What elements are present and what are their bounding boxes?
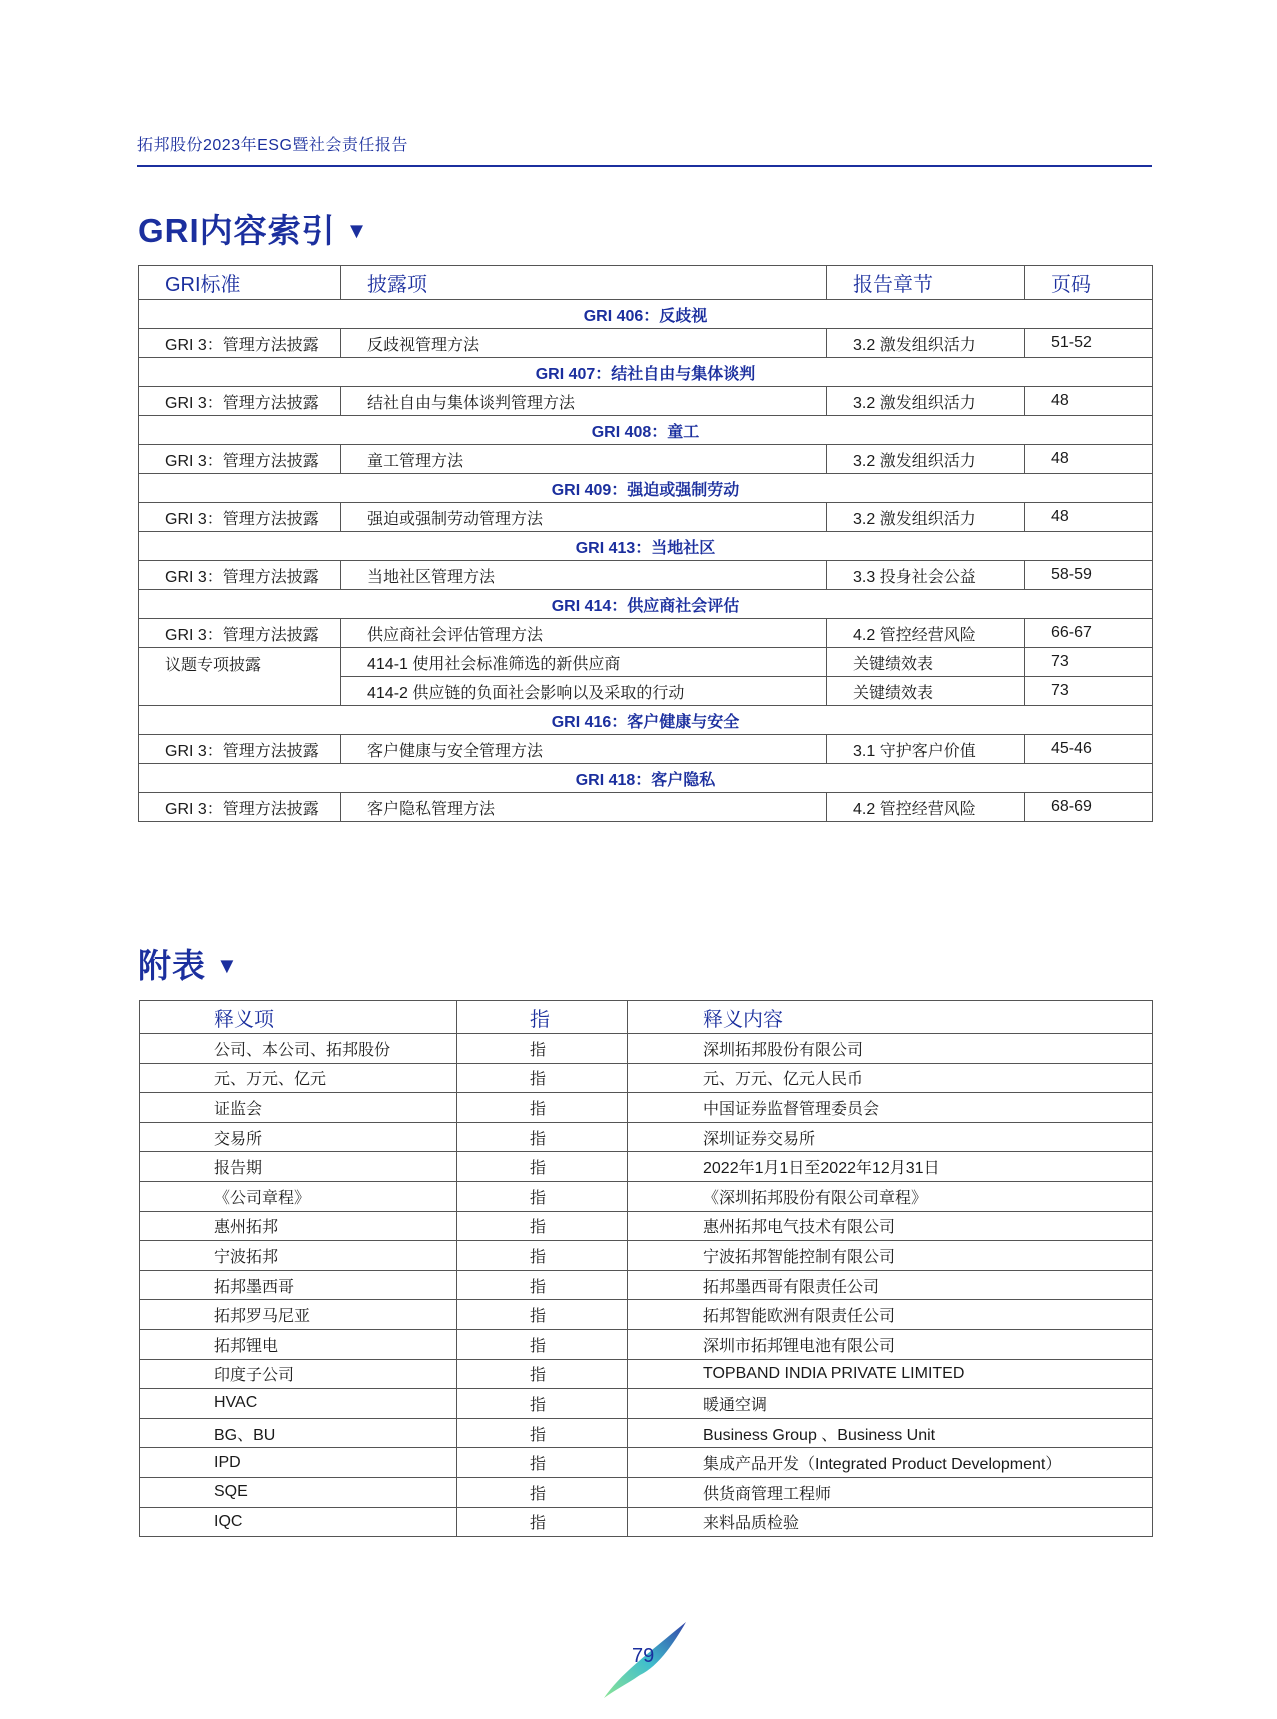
table-row <box>139 387 1153 416</box>
section-heading: GRI 408：童工 <box>139 416 1153 445</box>
refers-cell: 指 <box>457 1418 628 1448</box>
gri-standard-cell: GRI 3：管理方法披露 <box>139 329 341 358</box>
column-header-page: 页码 <box>1025 266 1153 300</box>
page-cell: 73 <box>1025 648 1153 677</box>
refers-cell: 指 <box>457 1329 628 1359</box>
table-row <box>139 503 1153 532</box>
section-row <box>139 300 1153 329</box>
table-row <box>140 1477 1153 1507</box>
gri-standard-cell: GRI 3：管理方法披露 <box>139 619 341 648</box>
refers-cell: 指 <box>457 1389 628 1419</box>
section-heading: GRI 414：供应商社会评估 <box>139 590 1153 619</box>
table-row <box>140 1063 1153 1093</box>
definition-cell: 拓邦智能欧洲有限责任公司 <box>628 1300 1153 1330</box>
chapter-cell: 4.2 管控经营风险 <box>827 793 1025 822</box>
report-header-title: 拓邦股份2023年ESG暨社会责任报告 <box>137 137 408 154</box>
refers-cell: 指 <box>457 1181 628 1211</box>
definition-cell: 来料品质检验 <box>628 1507 1153 1537</box>
table-row <box>139 735 1153 764</box>
definition-cell: 深圳拓邦股份有限公司 <box>628 1034 1153 1064</box>
table-row <box>139 445 1153 474</box>
table-row <box>140 1093 1153 1123</box>
gri-standard-cell: 议题专项披露 <box>139 648 341 706</box>
page-cell: 48 <box>1025 445 1153 474</box>
gri-standard-cell: GRI 3：管理方法披露 <box>139 735 341 764</box>
appendix-section-title-text: 附表 <box>138 947 206 984</box>
table-row <box>140 1241 1153 1271</box>
refers-cell: 指 <box>457 1270 628 1300</box>
table-header-row <box>139 266 1153 300</box>
chapter-cell: 3.1 守护客户价值 <box>827 735 1025 764</box>
refers-cell: 指 <box>457 1477 628 1507</box>
table-row <box>140 1448 1153 1478</box>
page-cell: 66-67 <box>1025 619 1153 648</box>
gri-section-title-text: GRI内容索引 <box>138 212 336 249</box>
table-row <box>140 1418 1153 1448</box>
table-row <box>140 1152 1153 1182</box>
refers-cell: 指 <box>457 1211 628 1241</box>
chapter-cell: 4.2 管控经营风险 <box>827 619 1025 648</box>
appendix-section-title <box>138 940 239 987</box>
table-row <box>140 1389 1153 1419</box>
table-row <box>140 1300 1153 1330</box>
term-cell: SQE <box>140 1477 457 1507</box>
term-cell: 宁波拓邦 <box>140 1241 457 1271</box>
term-cell: IPD <box>140 1448 457 1478</box>
disclosure-cell: 童工管理方法 <box>341 445 827 474</box>
section-row <box>139 590 1153 619</box>
column-header-chapter: 报告章节 <box>827 266 1025 300</box>
header-divider <box>137 165 1152 167</box>
gri-index-table <box>138 265 1153 822</box>
page-cell: 73 <box>1025 677 1153 706</box>
gri-standard-cell: GRI 3：管理方法披露 <box>139 445 341 474</box>
definition-cell: 惠州拓邦电气技术有限公司 <box>628 1211 1153 1241</box>
term-cell: 印度子公司 <box>140 1359 457 1389</box>
section-heading: GRI 413：当地社区 <box>139 532 1153 561</box>
disclosure-cell: 反歧视管理方法 <box>341 329 827 358</box>
disclosure-cell: 414-2 供应链的负面社会影响以及采取的行动 <box>341 677 827 706</box>
refers-cell: 指 <box>457 1507 628 1537</box>
table-row <box>139 561 1153 590</box>
term-cell: HVAC <box>140 1389 457 1419</box>
section-row <box>139 416 1153 445</box>
disclosure-cell: 客户健康与安全管理方法 <box>341 735 827 764</box>
section-row <box>139 706 1153 735</box>
refers-cell: 指 <box>457 1093 628 1123</box>
disclosure-cell: 客户隐私管理方法 <box>341 793 827 822</box>
disclosure-cell: 当地社区管理方法 <box>341 561 827 590</box>
chapter-cell: 3.2 激发组织活力 <box>827 503 1025 532</box>
definition-cell: 暖通空调 <box>628 1389 1153 1419</box>
section-row <box>139 358 1153 387</box>
definition-cell: 供货商管理工程师 <box>628 1477 1153 1507</box>
term-cell: 报告期 <box>140 1152 457 1182</box>
chapter-cell: 3.2 激发组织活力 <box>827 387 1025 416</box>
table-row <box>139 619 1153 648</box>
triangle-down-icon: ▼ <box>345 218 369 243</box>
page-cell: 45-46 <box>1025 735 1153 764</box>
table-row <box>140 1034 1153 1064</box>
term-cell: 拓邦罗马尼亚 <box>140 1300 457 1330</box>
disclosure-cell: 414-1 使用社会标准筛选的新供应商 <box>341 648 827 677</box>
refers-cell: 指 <box>457 1241 628 1271</box>
section-heading: GRI 416：客户健康与安全 <box>139 706 1153 735</box>
table-row <box>139 793 1153 822</box>
page-cell: 48 <box>1025 503 1153 532</box>
refers-cell: 指 <box>457 1152 628 1182</box>
section-heading: GRI 418：客户隐私 <box>139 764 1153 793</box>
table-row <box>139 648 1153 677</box>
gri-standard-cell: GRI 3：管理方法披露 <box>139 387 341 416</box>
table-row <box>140 1507 1153 1537</box>
term-cell: 惠州拓邦 <box>140 1211 457 1241</box>
definition-cell: 中国证券监督管理委员会 <box>628 1093 1153 1123</box>
table-row <box>140 1122 1153 1152</box>
column-header-gri-standard: GRI标准 <box>139 266 341 300</box>
definition-cell: 拓邦墨西哥有限责任公司 <box>628 1270 1153 1300</box>
section-row <box>139 764 1153 793</box>
triangle-down-icon: ▼ <box>216 953 239 978</box>
page-cell: 48 <box>1025 387 1153 416</box>
chapter-cell: 3.2 激发组织活力 <box>827 445 1025 474</box>
table-row <box>140 1359 1153 1389</box>
term-cell: IQC <box>140 1507 457 1537</box>
table-row <box>140 1270 1153 1300</box>
column-header-disclosure: 披露项 <box>341 266 827 300</box>
refers-cell: 指 <box>457 1122 628 1152</box>
chapter-cell: 关键绩效表 <box>827 648 1025 677</box>
page-number: 79 <box>632 1645 655 1667</box>
definition-cell: 深圳证券交易所 <box>628 1122 1153 1152</box>
refers-cell: 指 <box>457 1300 628 1330</box>
chapter-cell: 3.3 投身社会公益 <box>827 561 1025 590</box>
term-cell: 证监会 <box>140 1093 457 1123</box>
section-heading: GRI 409：强迫或强制劳动 <box>139 474 1153 503</box>
table-row <box>140 1211 1153 1241</box>
definition-cell: 《深圳拓邦股份有限公司章程》 <box>628 1181 1153 1211</box>
gri-standard-cell: GRI 3：管理方法披露 <box>139 793 341 822</box>
table-row <box>139 329 1153 358</box>
refers-cell: 指 <box>457 1063 628 1093</box>
definition-cell: 2022年1月1日至2022年12月31日 <box>628 1152 1153 1182</box>
refers-cell: 指 <box>457 1359 628 1389</box>
term-cell: 元、万元、亿元 <box>140 1063 457 1093</box>
refers-cell: 指 <box>457 1034 628 1064</box>
term-cell: 拓邦锂电 <box>140 1329 457 1359</box>
term-cell: BG、BU <box>140 1418 457 1448</box>
table-row <box>140 1329 1153 1359</box>
disclosure-cell: 供应商社会评估管理方法 <box>341 619 827 648</box>
refers-cell: 指 <box>457 1448 628 1478</box>
disclosure-cell: 结社自由与集体谈判管理方法 <box>341 387 827 416</box>
table-row <box>140 1181 1153 1211</box>
definition-cell: 宁波拓邦智能控制有限公司 <box>628 1241 1153 1271</box>
section-row <box>139 532 1153 561</box>
section-row <box>139 474 1153 503</box>
term-cell: 《公司章程》 <box>140 1181 457 1211</box>
gri-section-title <box>138 205 368 252</box>
column-header-refers: 指 <box>457 1001 628 1034</box>
page-cell: 58-59 <box>1025 561 1153 590</box>
definition-cell: 元、万元、亿元人民币 <box>628 1063 1153 1093</box>
section-heading: GRI 407：结社自由与集体谈判 <box>139 358 1153 387</box>
chapter-cell: 关键绩效表 <box>827 677 1025 706</box>
term-cell: 公司、本公司、拓邦股份 <box>140 1034 457 1064</box>
chapter-cell: 3.2 激发组织活力 <box>827 329 1025 358</box>
definition-cell: Business Group 、Business Unit <box>628 1418 1153 1448</box>
table-header-row <box>140 1001 1153 1034</box>
gri-standard-cell: GRI 3：管理方法披露 <box>139 561 341 590</box>
column-header-definition: 释义内容 <box>628 1001 1153 1034</box>
page-cell: 68-69 <box>1025 793 1153 822</box>
term-cell: 拓邦墨西哥 <box>140 1270 457 1300</box>
column-header-term: 释义项 <box>140 1001 457 1034</box>
term-cell: 交易所 <box>140 1122 457 1152</box>
definition-cell: 集成产品开发（Integrated Product Development） <box>628 1448 1153 1478</box>
definition-cell: 深圳市拓邦锂电池有限公司 <box>628 1329 1153 1359</box>
section-heading: GRI 406：反歧视 <box>139 300 1153 329</box>
definition-cell: TOPBAND INDIA PRIVATE LIMITED <box>628 1359 1153 1389</box>
appendix-table <box>139 1000 1153 1537</box>
disclosure-cell: 强迫或强制劳动管理方法 <box>341 503 827 532</box>
gri-standard-cell: GRI 3：管理方法披露 <box>139 503 341 532</box>
page-cell: 51-52 <box>1025 329 1153 358</box>
